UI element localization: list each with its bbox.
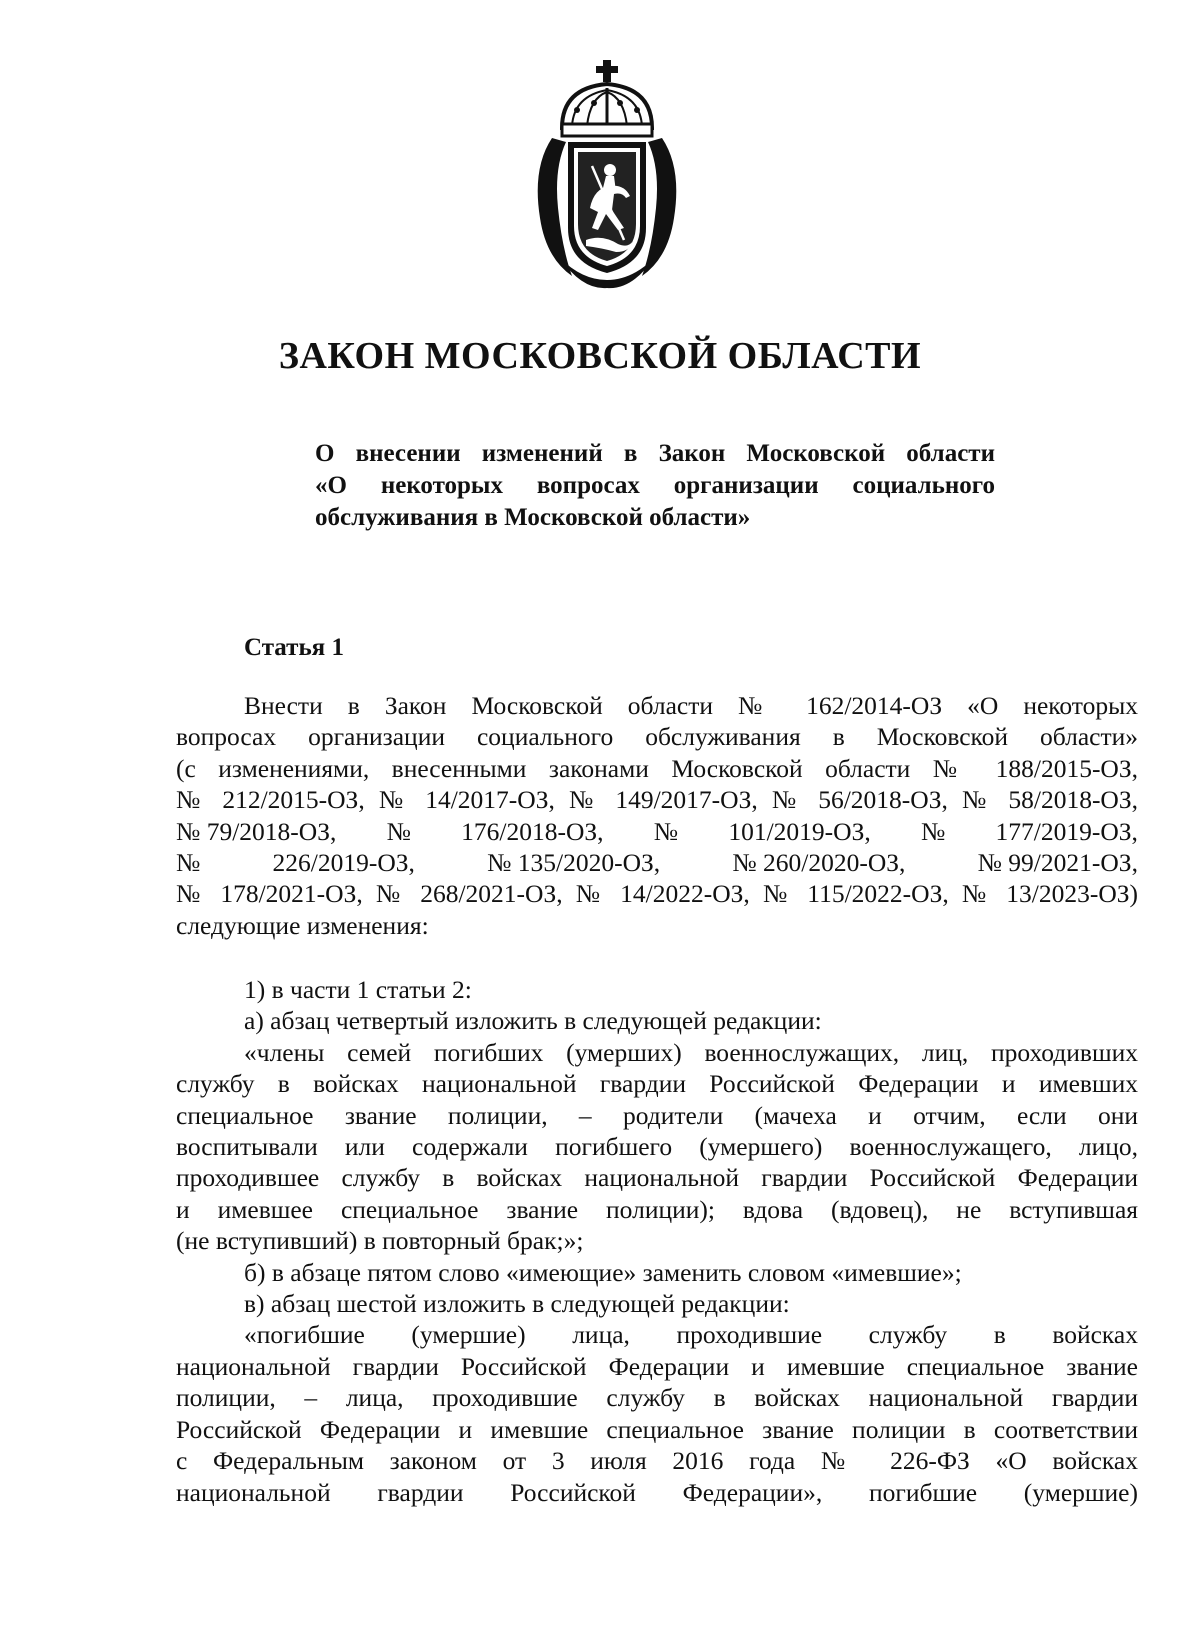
law-number-token: 176/2018-ОЗ, bbox=[461, 816, 604, 846]
amendment-line: «погибшие (умершие) лица, проходившие службу в войсках bbox=[244, 1320, 1138, 1350]
law-number-token: № bbox=[176, 848, 201, 878]
subtitle-line: обслуживания в Московской области» bbox=[315, 504, 751, 531]
article-intro-paragraph bbox=[176, 690, 1138, 941]
amendment-line: б) в абзаце пятом слово «имеющие» заменить словом «имевшие»; bbox=[244, 1257, 962, 1287]
law-number-token: № 99/2021-ОЗ, bbox=[977, 848, 1138, 878]
paragraph-line: № 212/2015-ОЗ, № 14/2017-ОЗ, № 149/2017-ОЗ, № 56/2018-ОЗ, № 58/2018-ОЗ, bbox=[176, 785, 1138, 815]
amendment-line: (не вступивший) в повторный брак;»; bbox=[176, 1226, 584, 1256]
subtitle-line: «О некоторых вопросах организации социального bbox=[315, 472, 995, 499]
law-title: ЗАКОН МОСКОВСКОЙ ОБЛАСТИ bbox=[278, 335, 922, 377]
amendment-line: воспитывали или содержали погибшего (умершего) военнослужащего, лицо, bbox=[176, 1132, 1138, 1162]
law-number-token: 101/2019-ОЗ, bbox=[728, 816, 871, 846]
amendment-line: проходившее службу в войсках национальной гвардии Российской Федерации bbox=[176, 1163, 1138, 1193]
amendment-line: 1) в части 1 статьи 2: bbox=[244, 975, 472, 1004]
moscow-oblast-coat-of-arms-icon bbox=[532, 58, 682, 293]
amendment-line: а) абзац четвертый изложить в следующей редакции: bbox=[244, 1006, 822, 1036]
paragraph-line: вопросах организации социального обслуживания в Московской области» bbox=[176, 722, 1138, 752]
amendment-line: Российской Федерации и имевшие специальное звание полиции в соответствии bbox=[176, 1414, 1138, 1444]
amendment-line: специальное звание полиции, – родители (мачеха и отчим, если они bbox=[176, 1100, 1138, 1130]
article-heading: Статья 1 bbox=[244, 634, 344, 661]
law-number-token: № 260/2020-ОЗ, bbox=[732, 848, 906, 878]
paragraph-line-spaced bbox=[176, 816, 1138, 847]
law-number-token: 177/2019-ОЗ, bbox=[995, 816, 1138, 846]
law-number-token: № bbox=[920, 816, 946, 846]
amendment-line: в) абзац шестой изложить в следующей редакции: bbox=[244, 1289, 790, 1319]
law-number-token: № bbox=[386, 816, 411, 846]
paragraph-line: Внести в Закон Московской области № 162/2014-ОЗ «О некоторых bbox=[244, 691, 1138, 720]
subtitle-line: О внесении изменений в Закон Московской области bbox=[315, 440, 995, 467]
law-number-token: № 135/2020-ОЗ, bbox=[487, 848, 661, 878]
paragraph-line: № 178/2021-ОЗ, № 268/2021-ОЗ, № 14/2022-ОЗ, № 115/2022-ОЗ, № 13/2023-ОЗ) bbox=[176, 879, 1138, 909]
amendment-line: службу в войсках национальной гвардии Российской Федерации и имевших bbox=[176, 1069, 1138, 1099]
paragraph-line-spaced bbox=[176, 847, 1138, 878]
amendment-list bbox=[176, 974, 1138, 1508]
amendment-line: полиции, – лица, проходившие службу в войсках национальной гвардии bbox=[176, 1383, 1138, 1413]
law-subtitle bbox=[315, 438, 995, 534]
law-number-token: 226/2019-ОЗ, bbox=[272, 848, 415, 878]
amendment-line: национальной гвардии Российской Федерации и имевшие специальное звание bbox=[176, 1351, 1138, 1381]
amendment-line: с Федеральным законом от 3 июля 2016 года № 226-ФЗ «О войсках bbox=[176, 1446, 1138, 1476]
amendment-line: и имевшее специальное звание полиции); вдова (вдовец), не вступившая bbox=[176, 1194, 1138, 1224]
law-number-token: № 79/2018-ОЗ, bbox=[176, 816, 337, 846]
amendment-line: национальной гвардии Российской Федерации», погибшие (умершие) bbox=[176, 1477, 1138, 1507]
paragraph-line: следующие изменения: bbox=[176, 910, 429, 940]
amendment-line: «члены семей погибших (умерших) военнослужащих, лиц, проходивших bbox=[244, 1037, 1138, 1067]
paragraph-line: (с изменениями, внесенными законами Московской области № 188/2015-ОЗ, bbox=[176, 753, 1138, 783]
law-number-token: № bbox=[653, 816, 679, 846]
